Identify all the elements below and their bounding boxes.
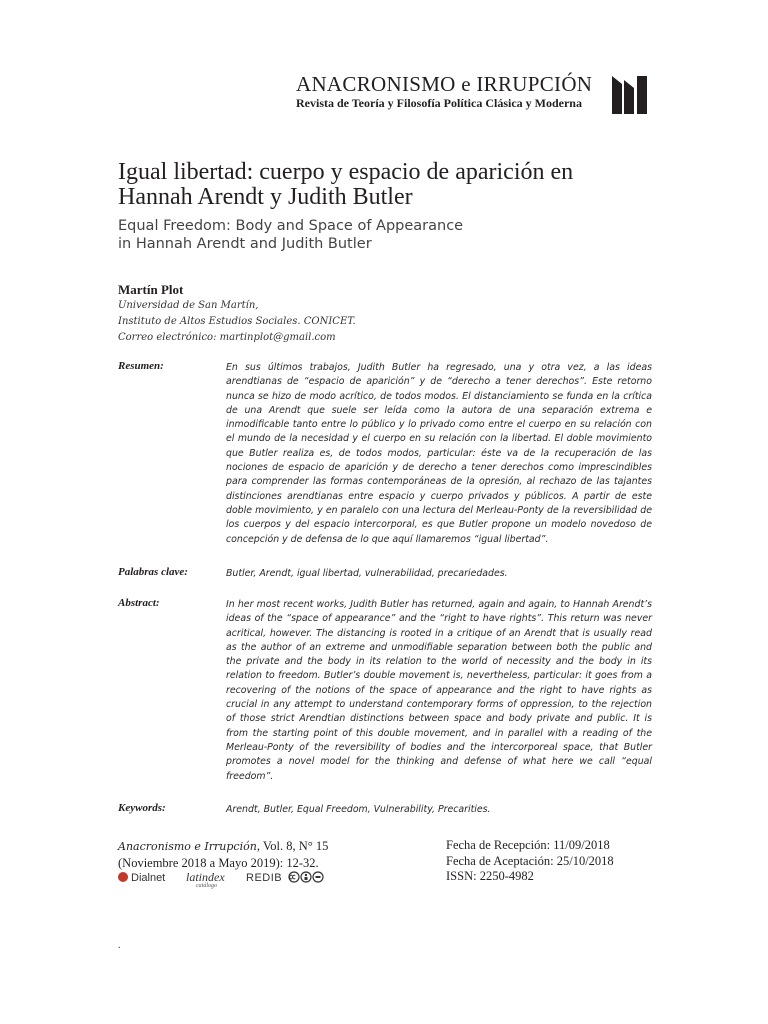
dates-block bbox=[446, 838, 686, 885]
journal-subtitle: Revista de Teoría y Filosofía Política Clásica y Moderna bbox=[296, 96, 582, 110]
palabras-clave-label: Palabras clave: bbox=[118, 566, 188, 578]
accepted-date: Fecha de Aceptación: 25/10/2018 bbox=[446, 853, 614, 868]
latindex-logo[interactable]: latindex bbox=[186, 870, 225, 884]
title-es-line: Igual libertad: cuerpo y espacio de aparición en bbox=[118, 159, 574, 185]
affiliation-line: Instituto de Altos Estudios Sociales. CONICET. bbox=[118, 316, 356, 327]
keywords-text: Arendt, Butler, Equal Freedom, Vulnerability, Precarities. bbox=[226, 804, 491, 815]
redib-logo[interactable]: REDIB bbox=[246, 872, 283, 884]
author-name: Martín Plot bbox=[118, 282, 184, 297]
author-email[interactable]: Correo electrónico: martinplot@gmail.com bbox=[118, 332, 336, 343]
received-date: Fecha de Recepción: 11/09/2018 bbox=[446, 838, 610, 852]
author-affiliation bbox=[118, 298, 356, 346]
journal-header bbox=[296, 72, 656, 116]
resumen-text: En sus últimos trabajos, Judith Butler ha regresado, una y otra vez, a las ideas arendtianas de “espacio de aparición” y de “derecho a tener derechos”. Este retorno nunca se hizo de modo acrítico, de todos modos. El distanciamiento se funda en la crítica de una Arendt que suele ser leída como la autora de una separación extrema e inmodificable tanto entre lo público y lo privado como entre el cuerpo en su relación con el mundo de la necesidad y el cuerpo en su relación con la libertad. El doble movimiento que Butler realiza es, de todos modos, particular: éste va de la recuperación de las nociones de espacio de aparición y de derecho a tener derechos como imprescindibles para comprender las formas contemporáneas de la opresión, al rechazo de las tajantes distinciones arendtianas entre espacio y cuerpo privados y públicos. A partir de este doble movimiento, y en paralelo con una lectura del Merleau-Ponty de la reversibilidad de los cuerpos y del espacio intercorporal, es que Butler propone un modelo novedoso de concepción y de defensa de lo que aquí llamaremos “igual libertad”. bbox=[226, 362, 652, 545]
resumen-label: Resumen: bbox=[118, 360, 164, 372]
dialnet-icon bbox=[118, 872, 128, 882]
citation-volume: , Vol. 8, N° 15 bbox=[256, 839, 329, 853]
footer-mark: . bbox=[118, 940, 121, 951]
citation-line bbox=[118, 838, 418, 855]
title-en-line: in Hannah Arendt and Judith Butler bbox=[118, 236, 372, 252]
latindex-subtitle: catálogo bbox=[196, 883, 217, 889]
indexer-logos bbox=[118, 870, 358, 888]
citation-period: (Noviembre 2018 a Mayo 2019): 12-32. bbox=[118, 856, 319, 870]
citation-journal: Anacronismo e Irrupción bbox=[118, 840, 257, 853]
journal-logo-icon bbox=[610, 76, 650, 114]
issn: ISSN: 2250-4982 bbox=[446, 869, 534, 883]
dialnet-label: Dialnet bbox=[131, 872, 166, 884]
abstract-text: In her most recent works, Judith Butler has returned, again and again, to Hannah Arendt’s ideas of the “space of appearance” and the “right to have rights”. This return was never acritical, however. The distancing is rooted in a critique of an Arendt that is usually read as the author of an extreme and unmodifiable separation between both the public and the private and the body in its relation to the world of necessity and the body in its relation to freedom. Butler’s double movement is, nevertheless, particular: it goes from a recovering of the notions of the space of appearance and the right to have rights as crucial in any attempt to understand contemporary forms of oppression, to the rejection of those strict Arendtian distinctions between space and body private and public. It is from the starting point of this double movement, and in parallel with a reading of the Merleau-Ponty of the reversibility of bodies and the intercorporeal space, that Butler promotes a novel model for the thinking and defense of what here we call “equal freedom”. bbox=[226, 599, 652, 782]
affiliation-line: Universidad de San Martín, bbox=[118, 300, 259, 311]
article-title-english bbox=[118, 217, 678, 253]
title-es-line: Hannah Arendt y Judith Butler bbox=[118, 184, 413, 210]
article-title-spanish bbox=[118, 160, 678, 210]
creative-commons-icon[interactable] bbox=[288, 871, 328, 883]
dialnet-logo[interactable] bbox=[118, 872, 165, 884]
keywords-label: Keywords: bbox=[118, 802, 166, 814]
abstract-label: Abstract: bbox=[118, 597, 160, 609]
palabras-clave-text: Butler, Arendt, igual libertad, vulnerabilidad, precariedades. bbox=[226, 568, 508, 579]
journal-name: ANACRONISMO e IRRUPCIÓN bbox=[296, 72, 593, 96]
citation-block bbox=[118, 838, 418, 871]
title-en-line: Equal Freedom: Body and Space of Appearance bbox=[118, 218, 464, 234]
